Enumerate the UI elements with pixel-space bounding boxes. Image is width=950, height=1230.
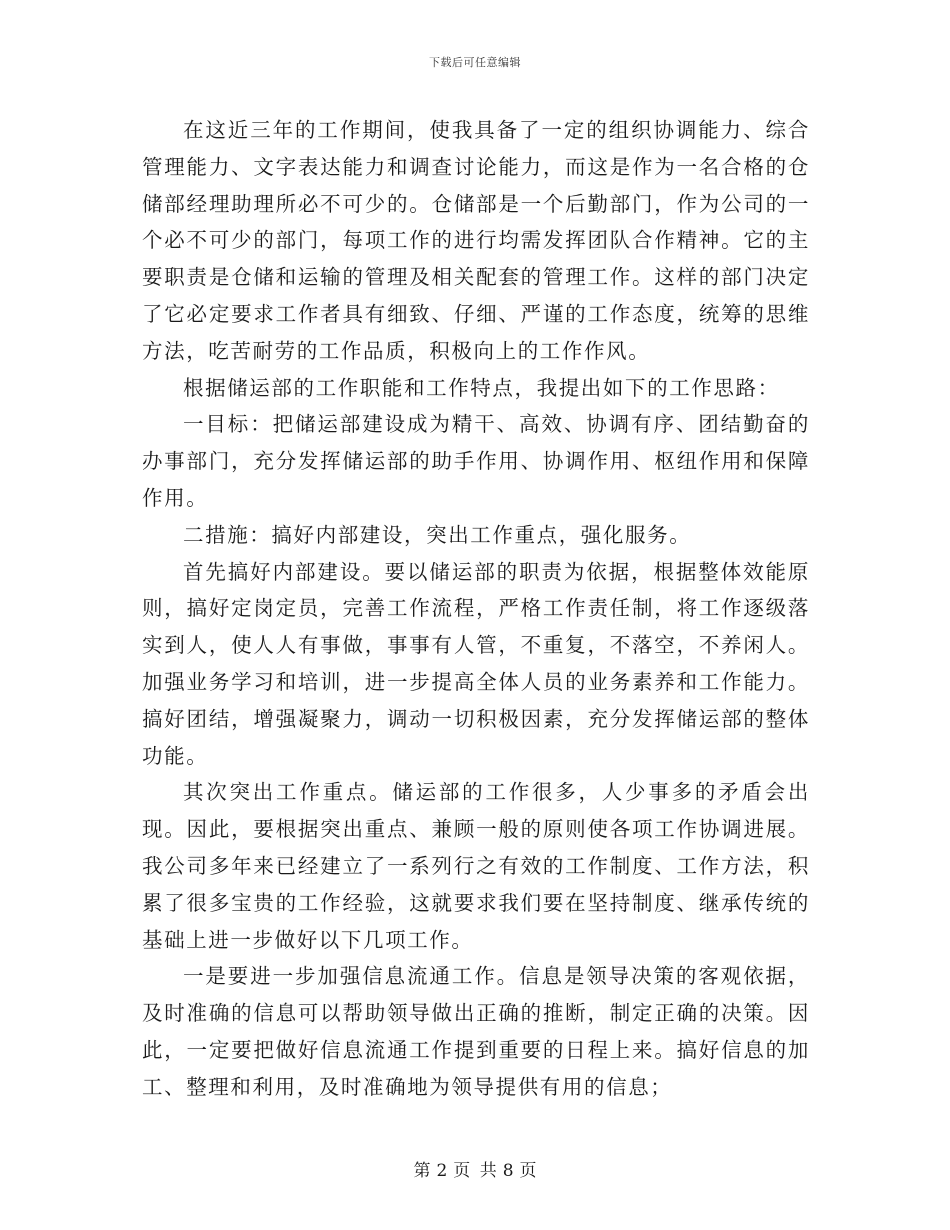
paragraph-internal-building: 首先搞好内部建设。要以储运部的职责为依据，根据整体效能原则，搞好定岗定员，完善工作流程，严格工作责任制，将工作逐级落实到人，使人人有事做，事事有人管，不重复，不落空，不养闲人。加强业务学习和培训，进一步提高全体人员的业务素养和工作能力。搞好团结，增强凝聚力，调动一切积极因素，充分发挥储运部的整体功能。 <box>142 559 810 768</box>
page-header: 下载后可任意编辑 <box>429 56 521 69</box>
paragraph-work-ideas: 根据储运部的工作职能和工作特点，我提出如下的工作思路： <box>183 375 780 400</box>
footer-suffix: 页 <box>519 1161 537 1181</box>
document-body <box>142 112 810 1106</box>
paragraph-goal: 一目标：把储运部建设成为精干、高效、协调有序、团结勤奋的办事部门，充分发挥储运部的助手作用、协调作用、枢纽作用和保障作用。 <box>142 412 810 510</box>
paragraph-experience: 在这近三年的工作期间，使我具备了一定的组织协调能力、综合管理能力、文字表达能力和调查讨论能力，而这是作为一名合格的仓储部经理助理所必不可少的。仓储部是一个后勤部门，作为公司的一个必不可少的部门，每项工作的进行均需发挥团队合作精神。它的主要职责是仓储和运输的管理及相关配套的管理工作。这样的部门决定了它必定要求工作者具有细致、仔细、严谨的工作态度，统筹的思维方法，吃苦耐劳的工作品质，积极向上的工作作风。 <box>142 118 810 363</box>
footer-middle: 页 共 <box>453 1161 497 1181</box>
footer-prefix: 第 <box>413 1161 431 1181</box>
paragraph-measures: 二措施：搞好内部建设，突出工作重点，强化服务。 <box>183 522 692 547</box>
paragraph-key-work: 其次突出工作重点。储运部的工作很多，人少事多的矛盾会出现。因此，要根据突出重点、兼顾一般的原则使各项工作协调进展。我公司多年来已经建立了一系列行之有效的工作制度、工作方法，积累了很多宝贵的工作经验，这就要求我们要在坚持制度、继承传统的基础上进一步做好以下几项工作。 <box>142 780 810 952</box>
footer-page-number: 2 <box>436 1161 448 1181</box>
footer-total-pages: 8 <box>502 1161 514 1181</box>
page-footer <box>0 1156 950 1181</box>
paragraph-information-flow: 一是要进一步加强信息流通工作。信息是领导决策的客观依据，及时准确的信息可以帮助领导做出正确的推断，制定正确的决策。因此，一定要把做好信息流通工作提到重要的日程上来。搞好信息的加工、整理和利用，及时准确地为领导提供有用的信息； <box>142 964 810 1099</box>
